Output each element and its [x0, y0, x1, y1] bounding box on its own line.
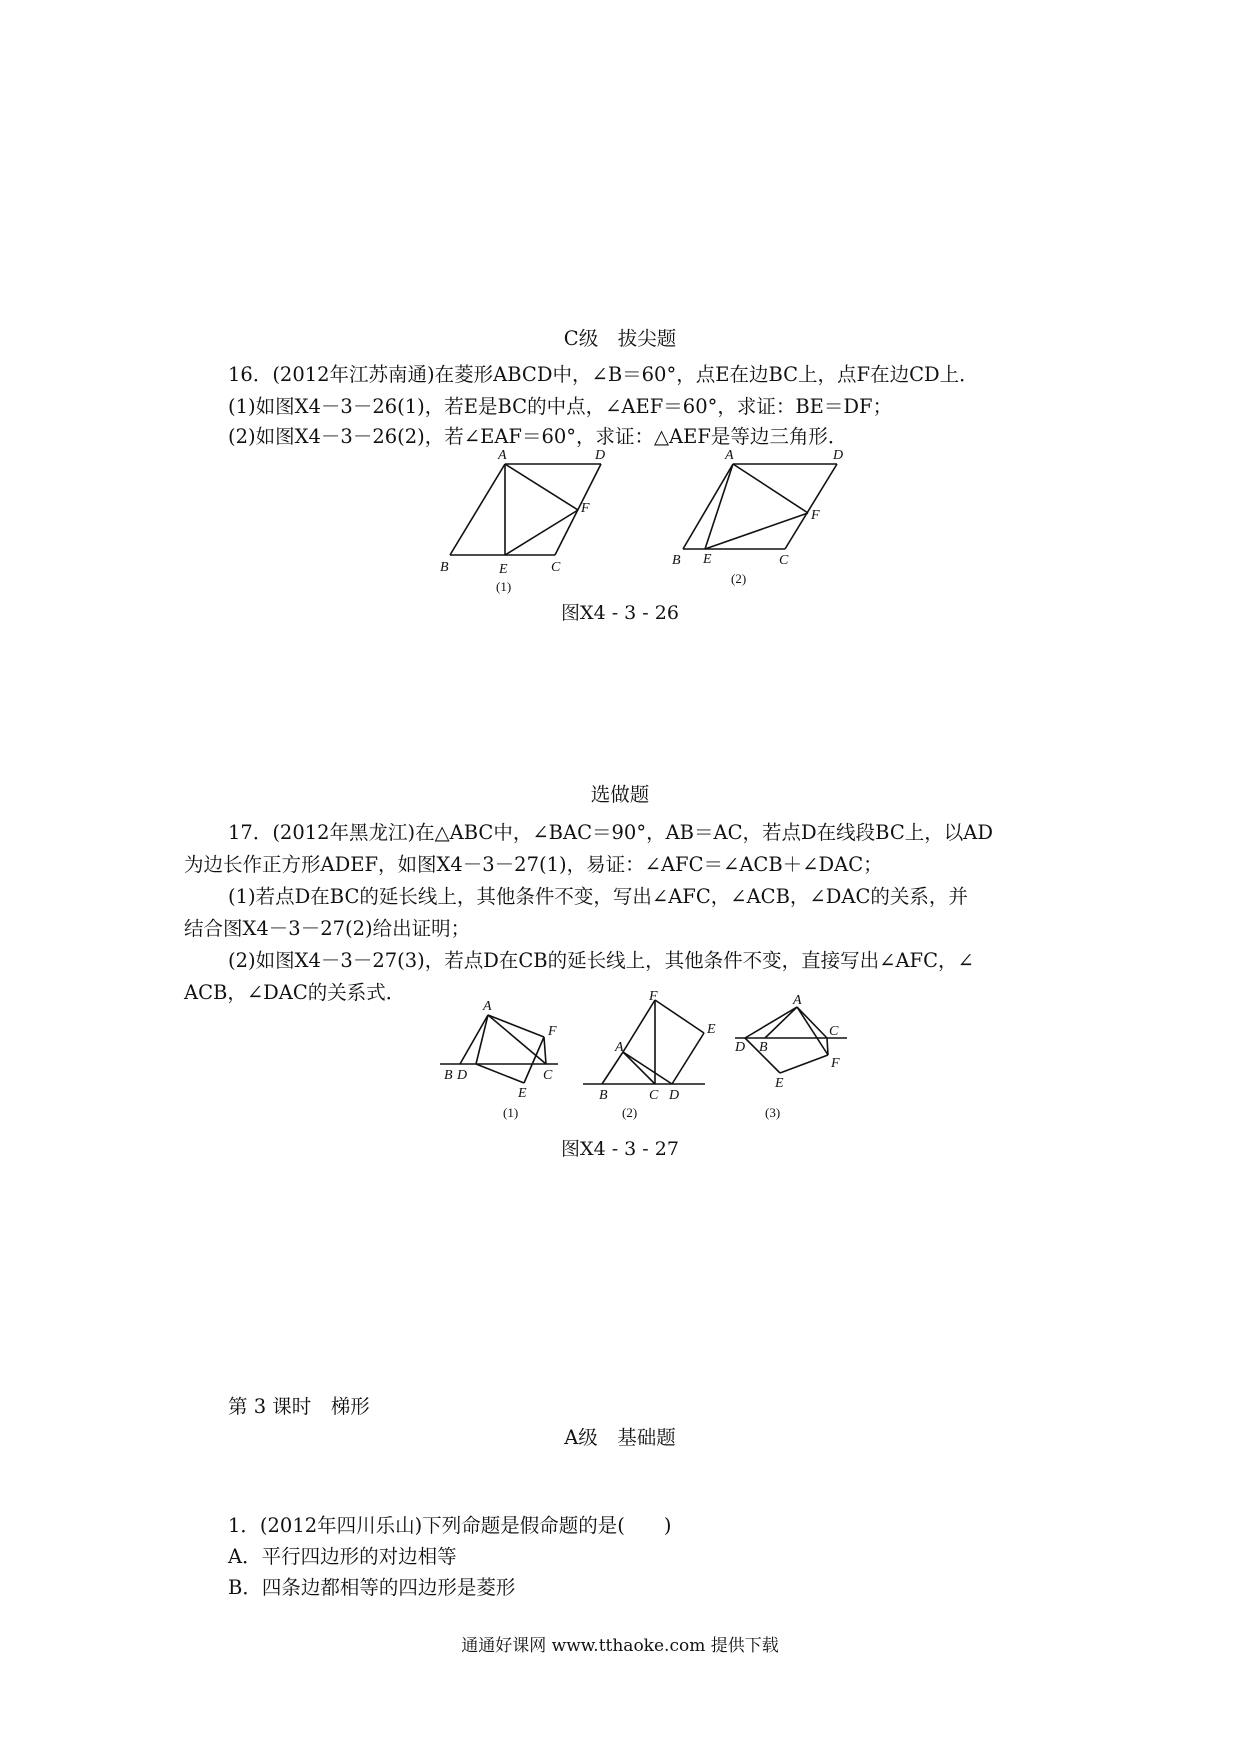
q17-line3: (1)若点D在BC的延长线上，其他条件不变，写出∠AFC，∠ACB，∠DAC的关系，并: [228, 885, 968, 908]
lesson-title: 第 3 课时 梯形: [228, 1395, 370, 1418]
q17-line5: (2)如图X4－3－27(3)，若点D在CB的延长线上，其他条件不变，直接写出∠AFC，∠: [228, 949, 974, 972]
q16-part2: (2)如图X4－3－26(2)，若∠EAF＝60°，求证：△AEF是等边三角形．: [228, 425, 848, 448]
fig26-2-label-f: F: [811, 508, 820, 523]
fig27-1-side-de: [476, 1064, 524, 1083]
fig27-1-sublabel: (1): [503, 1105, 519, 1120]
fig27-2-label-d: D: [669, 1088, 680, 1103]
fig27-3-label-b: B: [759, 1040, 768, 1055]
fig27-2-sublabel: (2): [622, 1105, 638, 1120]
fig26-1-sublabel: (1): [496, 579, 512, 594]
fig27-3-side-ad: [745, 1007, 797, 1038]
fig26-1-label-d: D: [595, 448, 606, 463]
fig27-2-label-c: C: [649, 1088, 659, 1103]
fig26-2-label-e: E: [703, 552, 712, 567]
fig26-1-segment-af: [505, 464, 578, 510]
fig27-1-label-b: B: [444, 1068, 453, 1083]
fig27-2-side-fa: [623, 1000, 655, 1052]
fig26-1-label-f: F: [581, 501, 590, 516]
figure-27-3: [735, 995, 855, 1134]
fig27-2-label-b: B: [599, 1088, 608, 1103]
fig26-2-label-b: B: [672, 553, 681, 568]
fig26-1-label-b: B: [440, 560, 449, 575]
fig27-2-label-f: F: [649, 989, 658, 1004]
fig27-1-label-e: E: [518, 1086, 527, 1101]
fig26-2-sublabel: (2): [731, 571, 747, 586]
fig27-3-segment-ac: [797, 1007, 827, 1038]
fig27-3-side-ef: [780, 1055, 828, 1073]
fig26-2-segment-ae: [705, 464, 733, 549]
section-heading-optional: 选做题: [590, 783, 650, 806]
fig27-1-segment-ac: [488, 1015, 546, 1064]
fig26-2-segment-ef: [705, 513, 808, 549]
fig26-2-side-dc: [785, 464, 837, 549]
fig27-1-side-fa: [488, 1015, 544, 1037]
fig26-1-side-ba: [450, 464, 505, 555]
section-heading-a: A级 基础题: [564, 1426, 676, 1449]
figure-27-caption: 图X4 - 3 - 27: [561, 1138, 679, 1160]
fig27-2-side-ef: [655, 1000, 704, 1033]
page-footer: 通通好课网 www.tthaoke.com 提供下载: [461, 1636, 779, 1656]
figure-26-1: [440, 445, 610, 599]
fig27-1-segment-ab: [460, 1015, 488, 1064]
fig27-3-label-c: C: [829, 1024, 839, 1039]
figure-27-2: [583, 989, 718, 1134]
fig27-3-segment-fc: [827, 1038, 828, 1055]
fig27-1-label-a: A: [483, 999, 492, 1014]
fig27-1-segment-fc: [544, 1037, 546, 1064]
fig27-2-label-a: A: [615, 1040, 624, 1055]
fig27-3-side-fa: [797, 1007, 828, 1055]
fig26-2-label-a: A: [725, 448, 734, 463]
q16-stem: 16．(2012年江苏南通)在菱形ABCD中，∠B＝60°，点E在边BC上，点F在边CD上．: [228, 363, 979, 386]
fig26-2-segment-af: [733, 464, 808, 513]
fig27-1-label-d: D: [457, 1068, 468, 1083]
fig27-3-label-d: D: [735, 1040, 746, 1055]
q1-option-a: A．平行四边形的对边相等: [228, 1545, 457, 1568]
fig26-1-label-a: A: [498, 448, 507, 463]
q17-line4: 结合图X4－3－27(2)给出证明；: [184, 917, 471, 940]
fig27-2-segment-ac: [623, 1052, 655, 1084]
fig27-3-label-f: F: [831, 1056, 840, 1071]
fig26-2-side-ba: [683, 464, 733, 549]
fig27-2-side-ad: [623, 1052, 672, 1084]
fig27-3-label-e: E: [775, 1076, 784, 1091]
figure-26-2: [665, 445, 860, 599]
figure-26-caption: 图X4 - 3 - 26: [561, 602, 679, 624]
fig27-2-segment-ab: [602, 1052, 623, 1084]
fig26-1-label-e: E: [499, 562, 508, 577]
fig27-1-side-ad: [476, 1015, 488, 1064]
fig27-1-label-f: F: [548, 1024, 557, 1039]
figure-27-1: [440, 995, 565, 1134]
q17-line6: ACB，∠DAC的关系式．: [184, 981, 406, 1004]
fig26-2-label-d: D: [833, 448, 844, 463]
fig26-1-label-c: C: [551, 560, 561, 575]
q17-line1: 17．(2012年黑龙江)在△ABC中，∠BAC＝90°，AB＝AC，若点D在线段BC上，以AD: [228, 821, 993, 844]
q17-line2: 为边长作正方形ADEF，如图X4－3－27(1)，易证：∠AFC＝∠ACB＋∠DAC；: [184, 853, 883, 876]
q16-part1: (1)如图X4－3－26(1)，若E是BC的中点，∠AEF＝60°，求证：BE＝DF；: [228, 395, 893, 418]
fig27-2-label-e: E: [707, 1022, 716, 1037]
section-heading-c: C级 拔尖题: [563, 327, 677, 350]
q1-option-b: B．四条边都相等的四边形是菱形: [228, 1576, 516, 1599]
fig26-2-label-c: C: [779, 553, 789, 568]
q1-stem: 1．(2012年四川乐山)下列命题是假命题的是( ): [228, 1514, 672, 1537]
fig27-3-sublabel: (3): [765, 1105, 781, 1120]
fig27-3-label-a: A: [793, 993, 802, 1008]
fig27-2-side-de: [672, 1033, 704, 1084]
fig27-1-label-c: C: [543, 1068, 553, 1083]
